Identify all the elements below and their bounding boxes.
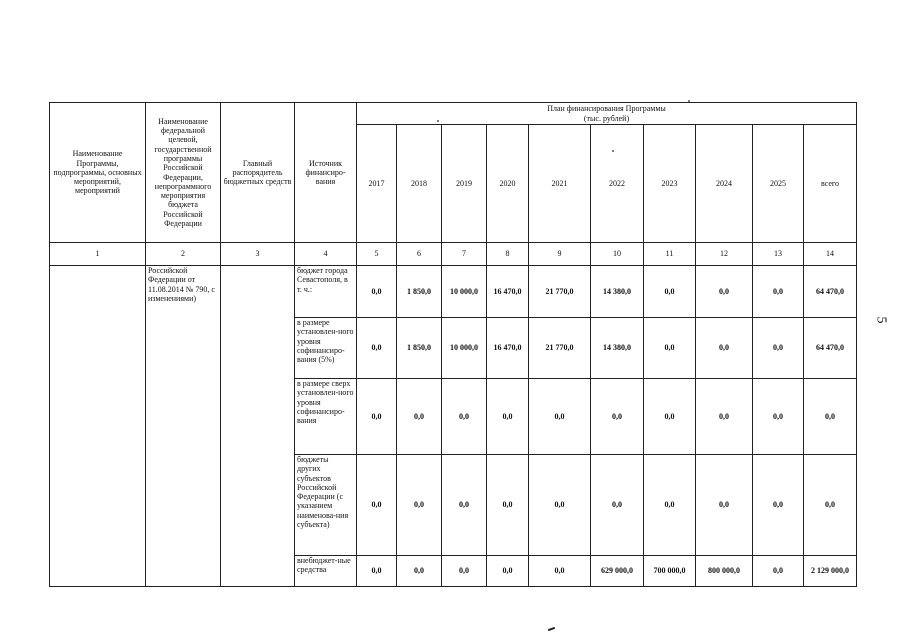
- manager-cell: [221, 266, 295, 587]
- table-row: [50, 266, 857, 318]
- source-cell: внебюджет-ные средства: [295, 556, 357, 587]
- value-cell: 0,0: [644, 379, 696, 455]
- value-cell: 0,0: [644, 318, 696, 379]
- value-cell: 0,0: [696, 318, 753, 379]
- value-cell: 0,0: [357, 556, 397, 587]
- value-cell: 10 000,0: [442, 266, 487, 318]
- year-2025-header: 2025: [753, 125, 804, 243]
- value-cell: 0,0: [397, 455, 442, 556]
- total-value-cell: 2 129 000,0: [804, 556, 857, 587]
- plan-title: План финансирования Программы: [547, 104, 666, 114]
- value-cell: 0,0: [442, 455, 487, 556]
- year-2019-header: 2019: [442, 125, 487, 243]
- value-cell: 0,0: [487, 379, 529, 455]
- value-cell: 0,0: [357, 379, 397, 455]
- value-cell: 0,0: [442, 556, 487, 587]
- value-cell: 0,0: [487, 556, 529, 587]
- value-cell: 800 000,0: [696, 556, 753, 587]
- year-2018-header: 2018: [397, 125, 442, 243]
- value-cell: 16 470,0: [487, 266, 529, 318]
- column-number: 10: [591, 243, 644, 266]
- value-cell: 0,0: [529, 556, 591, 587]
- value-cell: 0,0: [644, 455, 696, 556]
- total-value-cell: 0,0: [804, 455, 857, 556]
- value-cell: 1 850,0: [397, 318, 442, 379]
- value-cell: 0,0: [644, 266, 696, 318]
- value-cell: 0,0: [357, 455, 397, 556]
- value-cell: 0,0: [591, 455, 644, 556]
- value-cell: 0,0: [357, 318, 397, 379]
- value-cell: 10 000,0: [442, 318, 487, 379]
- value-cell: 0,0: [529, 455, 591, 556]
- source-cell: бюджеты других субъектов Российской Федерации (с указанием наименова-ния субъекта): [295, 455, 357, 556]
- column-number: 11: [644, 243, 696, 266]
- source-cell: в размере установлен-ного уровня софинансиро-вания (5%): [295, 318, 357, 379]
- value-cell: 14 380,0: [591, 266, 644, 318]
- value-cell: 0,0: [487, 455, 529, 556]
- value-cell: 0,0: [591, 379, 644, 455]
- total-value-cell: 64 470,0: [804, 318, 857, 379]
- year-2022-header: 2022: [591, 125, 644, 243]
- value-cell: 629 000,0: [591, 556, 644, 587]
- column-number: 2: [146, 243, 221, 266]
- header-federal-program-cell: Наименование федеральной целевой, государственной программы Российской Федерации, непрограммного мероприятия бюджета Российской Федерации: [146, 103, 221, 243]
- value-cell: 0,0: [753, 266, 804, 318]
- year-2024-header: 2024: [696, 125, 753, 243]
- plan-units: (тыс. рублей): [583, 113, 630, 123]
- federal-program-cell: Российской Федерации от 11.08.2014 № 790, с изменениями): [146, 266, 221, 587]
- value-cell: 21 770,0: [529, 318, 591, 379]
- value-cell: 0,0: [696, 379, 753, 455]
- column-number: 9: [529, 243, 591, 266]
- column-number: 5: [357, 243, 397, 266]
- column-number: 4: [295, 243, 357, 266]
- column-number: 13: [753, 243, 804, 266]
- value-cell: 0,0: [397, 379, 442, 455]
- column-number: 8: [487, 243, 529, 266]
- value-cell: 0,0: [753, 379, 804, 455]
- total-value-cell: 0,0: [804, 379, 857, 455]
- year-2023-header: 2023: [644, 125, 696, 243]
- column-number: 12: [696, 243, 753, 266]
- page-number: 5: [873, 316, 889, 324]
- value-cell: 700 000,0: [644, 556, 696, 587]
- source-cell: в размере сверх установлен-ного уровня софинансиро-вания: [295, 379, 357, 455]
- value-cell: 0,0: [696, 455, 753, 556]
- value-cell: 0,0: [696, 266, 753, 318]
- value-cell: 14 380,0: [591, 318, 644, 379]
- value-cell: 0,0: [753, 455, 804, 556]
- column-number: 7: [442, 243, 487, 266]
- year-2021-header: 2021: [529, 125, 591, 243]
- column-number: 14: [804, 243, 857, 266]
- year-2017-header: 2017: [357, 125, 397, 243]
- scan-speck: [437, 120, 439, 122]
- header-program-cell: Наименование Программы, подпрограммы, основных мероприятий, мероприятий: [50, 103, 146, 243]
- value-cell: 16 470,0: [487, 318, 529, 379]
- total-value-cell: 64 470,0: [804, 266, 857, 318]
- value-cell: 21 770,0: [529, 266, 591, 318]
- scan-speck: [612, 150, 614, 152]
- value-cell: 0,0: [442, 379, 487, 455]
- value-cell: 1 850,0: [397, 266, 442, 318]
- header-source-cell: Источник финансиро-вания: [295, 103, 357, 243]
- header-manager-cell: Главный распорядитель бюджетных средств: [221, 103, 295, 243]
- column-number: 3: [221, 243, 295, 266]
- financing-plan-table: [49, 102, 857, 587]
- program-name-cell: [50, 266, 146, 587]
- value-cell: 0,0: [357, 266, 397, 318]
- value-cell: 0,0: [753, 318, 804, 379]
- total-header: всего: [804, 125, 857, 243]
- year-2020-header: 2020: [487, 125, 529, 243]
- value-cell: 0,0: [529, 379, 591, 455]
- value-cell: 0,0: [753, 556, 804, 587]
- column-number: 6: [397, 243, 442, 266]
- source-cell: бюджет города Севастополя, в т. ч.:: [295, 266, 357, 318]
- column-number: 1: [50, 243, 146, 266]
- scan-speck: [688, 100, 690, 102]
- value-cell: 0,0: [397, 556, 442, 587]
- scan-mark: [548, 627, 555, 631]
- header-plan-cell: [357, 103, 857, 125]
